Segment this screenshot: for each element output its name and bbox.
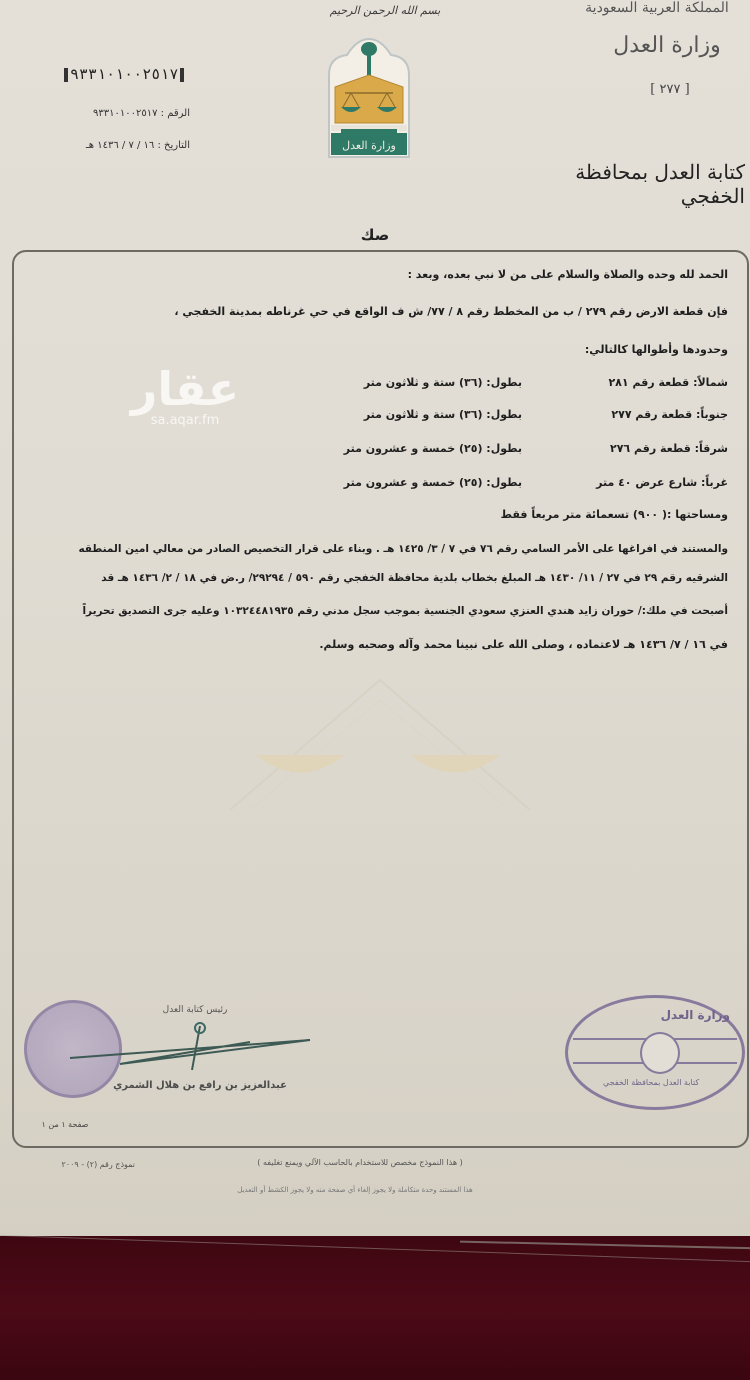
boundary-west-length: بطول: (٢٥) خمسة و عشرون متر [343, 476, 522, 489]
boundary-east-length: بطول: (٢٥) خمسة و عشرون متر [343, 442, 522, 455]
signatory-name: عبدالعزيز بن رافع بن هلال الشمري [113, 1080, 287, 1091]
parcel-statement: فإن قطعة الارض رقم ٢٧٩ / ب من المخطط رقم ٨ / ٧٧/ ش ف الواقع في حي غرناطه بمدينة الخفجي ، [174, 305, 728, 318]
area-line: ومساحتها :( ٩٠٠) تسعمائة متر مربعاً فقط [500, 508, 728, 521]
opening-line: الحمد لله وحده والصلاة والسلام على من لا نبي بعده، وبعد : [407, 268, 728, 281]
scales-watermark-icon [210, 660, 550, 820]
boundary-south: جنوباً: قطعة رقم ٢٧٧ [611, 408, 728, 421]
ministry-heading: وزارة العدل [613, 33, 721, 58]
stamp-emblem-icon [640, 1032, 680, 1074]
kingdom-heading: المملكة العربية السعودية [585, 0, 729, 16]
document-title: صك [360, 226, 390, 244]
closing-line: في ١٦ / ٧/ ١٤٣٦ هـ لاعتماده ، وصلى الله على نبينا محمد وآله وصحبه وسلم. [319, 638, 728, 651]
boundary-north: شمالاً: قطعة رقم ٢٨١ [608, 376, 728, 389]
owner-line: أصبحت في ملك:/ حوران زايد هندي العنزي سعودي الجنسية بموجب سجل مدني رقم ١٠٣٢٤٤٨١٩٣٥ وعليه جرى التصديق تحريراً [82, 605, 728, 617]
boundary-north-length: بطول: (٣٦) ستة و ثلاثون متر [363, 376, 522, 389]
form-usage-note: ( هذا النموذج مخصص للاستخدام بالحاسب الآلي ويمنع تغليفه ) [257, 1158, 463, 1167]
signature-scribble-icon [60, 1020, 320, 1080]
svg-text:وزارة العدل: وزارة العدل [342, 139, 396, 152]
notary-oval-stamp: وزارة العدل كتابة العدل بمحافظة الخفجي [565, 995, 745, 1110]
boundary-south-length: بطول: (٣٦) ستة و ثلاثون متر [363, 408, 522, 421]
boundary-west: غرباً: شارع عرض ٤٠ متر [596, 476, 728, 489]
barcode: ٩٣٣١٠١٠٠٢٥١٧ [62, 65, 186, 83]
notary-office-heading: كتابة العدل بمحافظة الخفجي [575, 160, 745, 208]
form-number: [ ٢٧٧ ] [650, 82, 690, 97]
document-disclaimer: هذا المستند وحدة متكاملة ولا يجوز إلغاء أي صفحة منه ولا يجوز الكشط أو التعديل [237, 1186, 473, 1194]
issue-date: التاريخ : ١٦ / ٧ / ١٤٣٦ هـ [85, 140, 190, 151]
page-number: صفحة ١ من ١ [41, 1120, 89, 1129]
ministry-of-justice-logo [323, 35, 415, 159]
signatory-title: رئيس كتابة العدل [162, 1005, 228, 1015]
basis-line-1: والمستند في افراغها على الأمر السامي رقم ٧٦ في ٧ / ٣/ ١٤٢٥ هـ . وبناء على قرار التخصيص الصادر من معالي امين المنطقه [78, 543, 728, 555]
basis-line-2: الشرقيه رقم ٢٩ في ٢٧ / ١١/ ١٤٣٠ هـ المبلغ بخطاب بلدية محافظة الخفجي رقم ٥٩٠ / ٢٩٢٩٤/ ر.ض في ١٨ / ٢/ ١٤٣٦ هـ قد [101, 572, 728, 584]
reference-number: الرقم : ٩٣٣١٠١٠٠٢٥١٧ [93, 108, 190, 119]
aqar-watermark: عقار sa.aqar.fm [130, 362, 240, 428]
form-code: نموذج رقم (٢) - ٢٠٠٩ [61, 1160, 135, 1169]
boundaries-intro: وحدودها وأطوالها كالتالي: [584, 343, 728, 356]
boundary-east: شرقاً: قطعة رقم ٢٧٦ [610, 442, 728, 455]
basmala: بسم الله الرحمن الرحيم [329, 4, 441, 17]
